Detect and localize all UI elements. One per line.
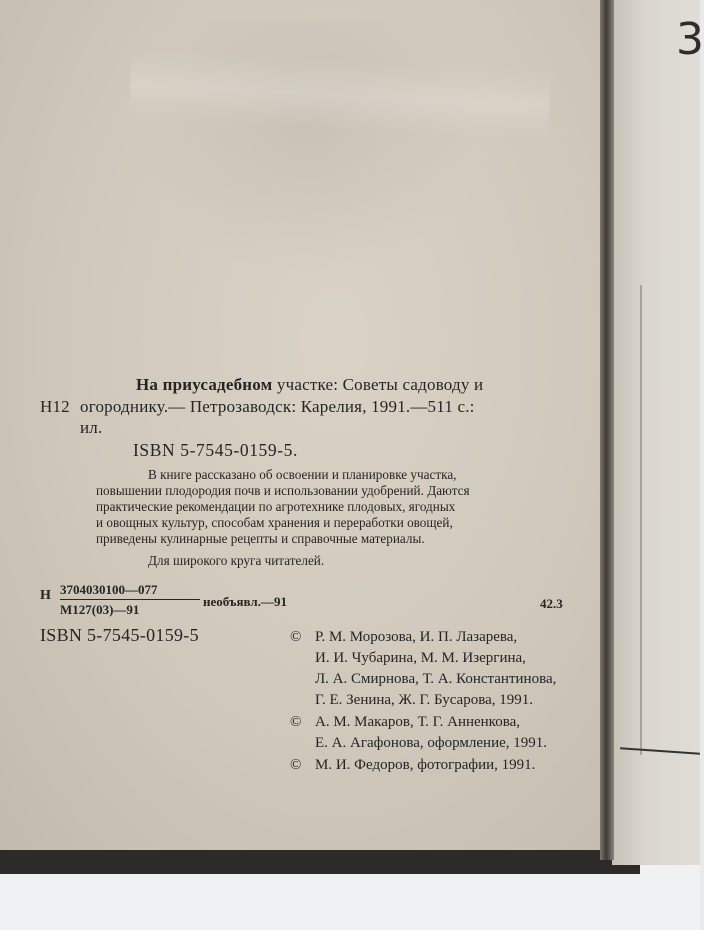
- biblio-index-code: Н12: [40, 397, 70, 416]
- biblio-title-rest: участке: Советы садоводу и: [276, 375, 484, 394]
- copyright-symbol-1: ©: [290, 629, 302, 645]
- facing-page: [612, 0, 700, 865]
- copyright-3-line-1: М. И. Федоров, фотографии, 1991.: [315, 757, 536, 773]
- code-note: необъявл.—91: [203, 594, 287, 609]
- copyright-1-line-2: И. И. Чубарина, М. М. Изергина,: [315, 650, 526, 666]
- annotation-line-4: и овощных культур, способам хранения и переработки овощей,: [96, 515, 453, 530]
- annotation-line-3: практические рекомендации по агротехнике плодовых, ягодных: [96, 499, 456, 514]
- copyright-2-line-2: Е. А. Агафонова, оформление, 1991.: [315, 735, 548, 751]
- copyright-2-line-1: А. М. Макаров, Т. Г. Анненкова,: [315, 714, 520, 730]
- page-crease: [128, 49, 551, 141]
- annotation-line-2: повышении плодородия почв и использовании удобрений. Даются: [96, 483, 470, 498]
- annotation-audience: Для широкого круга читателей.: [148, 553, 325, 568]
- bbk-code: 42.3: [540, 596, 563, 611]
- biblio-line-3: ил.: [80, 418, 103, 437]
- biblio-line-2: огороднику.— Петрозаводск: Карелия, 1991.—511 с.:: [80, 397, 475, 416]
- copyright-1-line-4: Г. Е. Зенина, Ж. Г. Бусарова, 1991.: [315, 692, 534, 708]
- code-numerator: 3704030100—077: [60, 582, 200, 600]
- code-fraction: [60, 582, 200, 618]
- copyright-1-line-1: Р. М. Морозова, И. П. Лазарева,: [315, 629, 518, 645]
- biblio-title-bold: На приусадебном: [136, 375, 273, 394]
- annotation-line-1: В книге рассказано об освоении и планировке участка,: [148, 467, 457, 482]
- biblio-title-line: [136, 375, 483, 395]
- book-gutter: [600, 0, 614, 860]
- copyright-symbol-3: ©: [290, 757, 302, 773]
- biblio-isbn: ISBN 5-7545-0159-5.: [133, 440, 299, 460]
- facing-page-digit: 3: [676, 14, 704, 65]
- code-denominator: М127(03)—91: [60, 602, 140, 617]
- facing-page-frame: [640, 285, 642, 755]
- isbn-bottom: ISBN 5-7545-0159-5: [40, 625, 199, 645]
- copyright-1-line-3: Л. А. Смирнова, Т. А. Константинова,: [315, 671, 557, 687]
- annotation-line-5: приведены кулинарные рецепты и справочные материалы.: [96, 531, 425, 546]
- code-letter: Н: [40, 588, 51, 603]
- book-cover-edge: [0, 848, 640, 874]
- copyright-symbol-2: ©: [290, 714, 302, 730]
